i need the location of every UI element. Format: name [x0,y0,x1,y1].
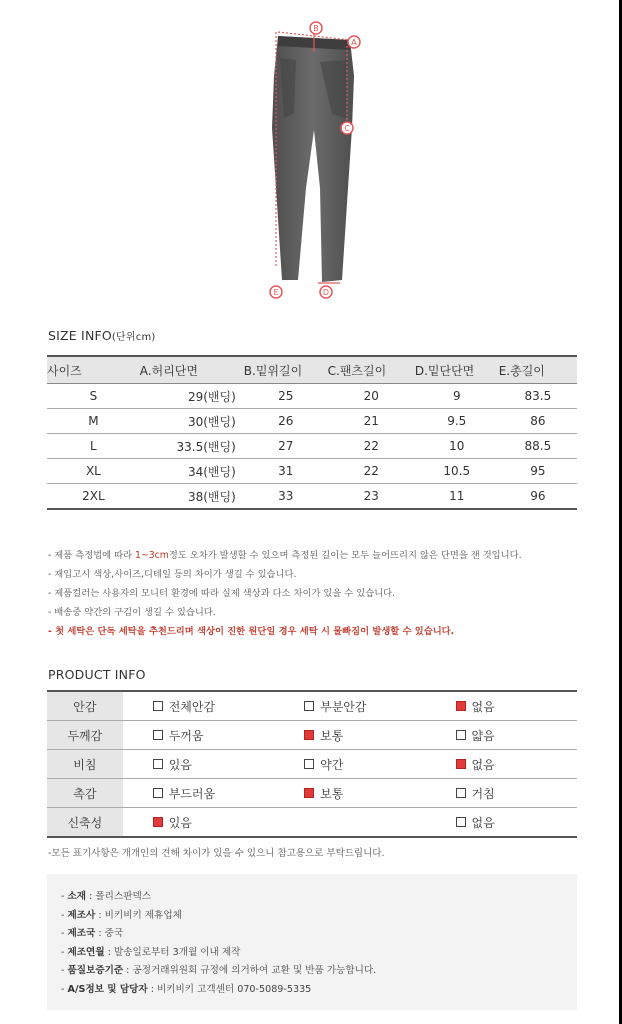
option-cell [274,750,425,779]
material-item: - 품질보증기준 : 공정거래위원회 규정에 의거하여 교환 및 반품 가능합니다. [61,965,377,977]
note-item: - 제품 측정법에 따라 1~3cm정도 오차가 발생할 수 있으며 측정된 길이는 모두 늘어뜨리지 않은 단면을 잰 것입니다. [48,550,522,561]
checked-checkbox [304,730,314,740]
checkbox [153,788,163,798]
option-cell [426,750,577,779]
product-info-footnote: -모든 표기사항은 개개인의 견해 차이가 있을 수 있으니 참고용으로 부탁드립니다. [48,848,385,859]
table-row [47,779,577,808]
marker-d [320,286,332,298]
option-label: 보통 [320,728,344,743]
cell: 38(밴딩) [140,484,244,510]
header-waist: A.허리단면 [140,356,244,384]
material-key: 제조사 [67,909,96,921]
option [153,814,192,831]
note-item: - 배송중 약간의 구김이 생길 수 있습니다. [48,607,216,618]
cell: 27 [244,434,328,459]
cell: 34(밴딩) [140,459,244,484]
header-total-length: E.총길이 [499,356,577,384]
cell: 33 [244,484,328,510]
option [304,785,343,802]
option-cell [426,808,577,838]
material-item: - 제조연월 : 발송일로부터 3개월 이내 제작 [61,946,241,958]
cell: M [47,409,140,434]
checkbox [153,701,163,711]
marker-b [310,22,322,34]
cell: 96 [499,484,577,510]
option-cell [274,691,425,721]
cell: 2XL [47,484,140,510]
table-row [47,484,577,510]
attribute-label: 두께감 [47,721,123,750]
size-table-header [47,356,577,384]
material-value: 공정거래위원회 규정에 의거하여 교환 및 반품 가능합니다. [132,965,377,977]
cell: 22 [328,459,415,484]
option-label: 없음 [471,815,495,830]
attribute-label: 신축성 [47,808,123,838]
option-label: 없음 [471,757,495,772]
checkbox [153,759,163,769]
option [456,814,495,831]
checked-checkbox [456,759,466,769]
checked-checkbox [153,817,163,827]
cell: 23 [328,484,415,510]
option [153,698,215,715]
header-pants-length: C.팬츠길이 [328,356,415,384]
note-item: - 재입고시 색상,사이즈,디테일 등의 차이가 생길 수 있습니다. [48,569,297,580]
option-cell [123,779,274,808]
option-cell [123,750,274,779]
cell: 29(밴딩) [140,384,244,409]
option-label: 전체안감 [168,699,216,714]
cell: 9.5 [415,409,499,434]
table-row [47,384,577,409]
material-value: 비키비키 고객센터 070-5089-5335 [156,983,312,995]
option-label: 두꺼움 [168,728,204,743]
checkbox [304,759,314,769]
cell: 10.5 [415,459,499,484]
svg-text:E: E [273,288,279,297]
svg-text:C: C [344,124,350,133]
option-cell [123,691,274,721]
materials-box [47,874,577,1010]
option-cell [123,721,274,750]
cell: S [47,384,140,409]
cell: L [47,434,140,459]
checkbox [456,730,466,740]
table-row [47,409,577,434]
material-item: - 제조사 : 비키비키 제휴업체 [61,909,182,921]
note-item-warning: - 첫 세탁은 단독 세탁을 추천드리며 색상이 진한 원단일 경우 세탁 시 물빠짐이 발생할 수 있습니다. [48,626,455,637]
option-label: 거침 [471,786,495,801]
marker-a [348,36,360,48]
material-item: - 소재 : 폴리스판덱스 [61,891,152,902]
cell: 86 [499,409,577,434]
header-size: 사이즈 [47,356,140,384]
material-key: 제조연월 [67,946,105,958]
checkbox [304,701,314,711]
cell: XL [47,459,140,484]
option-cell [274,779,425,808]
table-row [47,434,577,459]
option [304,756,343,773]
size-info-title: SIZE INFO(단위cm) [48,328,156,343]
cell: 9 [415,384,499,409]
material-key: 소재 [67,891,87,902]
option-label: 없음 [471,699,495,714]
table-row [47,691,577,721]
option [456,785,495,802]
option-cell [274,721,425,750]
product-info-title: PRODUCT INFO [48,667,146,682]
option-cell [426,691,577,721]
option [153,785,215,802]
material-item: - 제조국 : 중국 [61,928,124,940]
marker-c [341,122,353,134]
cell: 30(밴딩) [140,409,244,434]
material-item: - A/S정보 및 담당자 : 비키비키 고객센터 070-5089-5335 [61,983,312,995]
attribute-label: 비침 [47,750,123,779]
cell: 25 [244,384,328,409]
notes-list [48,546,588,641]
cell: 33.5(밴딩) [140,434,244,459]
option-label: 있음 [168,815,192,830]
cell: 20 [328,384,415,409]
checkbox [456,788,466,798]
option [304,727,343,744]
option [456,698,495,715]
option-label: 보통 [320,786,344,801]
option-label: 얇음 [471,728,495,743]
material-key: 제조국 [67,928,96,940]
header-hem: D.밑단단면 [415,356,499,384]
option-label: 부드러움 [168,786,216,801]
cell: 11 [415,484,499,510]
svg-text:A: A [351,38,357,47]
material-value: 중국 [104,928,124,940]
option-cell [274,808,425,838]
attribute-label: 촉감 [47,779,123,808]
option-label: 약간 [320,757,344,772]
table-row [47,459,577,484]
note-item: - 제품컬러는 사용자의 모니터 환경에 따라 실제 색상과 다소 차이가 있을 수 있습니다. [48,588,396,599]
cell: 10 [415,434,499,459]
cell: 95 [499,459,577,484]
option-cell [426,721,577,750]
cell: 21 [328,409,415,434]
size-table [47,355,577,510]
option-cell [123,808,274,838]
cell: 22 [328,434,415,459]
material-value: 발송일로부터 3개월 이내 제작 [113,946,241,958]
cell: 83.5 [499,384,577,409]
cell: 88.5 [499,434,577,459]
table-row [47,808,577,838]
checked-checkbox [304,788,314,798]
checked-checkbox [456,701,466,711]
attribute-label: 안감 [47,691,123,721]
cell: 26 [244,409,328,434]
table-row [47,750,577,779]
cell: 31 [244,459,328,484]
option [304,698,366,715]
svg-text:B: B [313,24,319,33]
product-info-table [47,690,577,838]
option-cell [426,779,577,808]
marker-e [270,286,282,298]
material-value: 비키비키 제휴업체 [104,909,182,921]
option [456,756,495,773]
material-value: 폴리스판덱스 [95,891,152,902]
option-label: 부분안감 [320,699,367,714]
table-row [47,721,577,750]
checkbox [456,817,466,827]
material-key: A/S정보 및 담당자 [67,983,148,995]
option [456,727,495,744]
option [153,756,192,773]
option-label: 있음 [168,757,192,772]
material-key: 품질보증기준 [67,965,124,977]
header-rise: B.밑위길이 [244,356,328,384]
pants-illustration [250,18,380,303]
svg-text:D: D [322,288,330,297]
checkbox [153,730,163,740]
option [153,727,204,744]
